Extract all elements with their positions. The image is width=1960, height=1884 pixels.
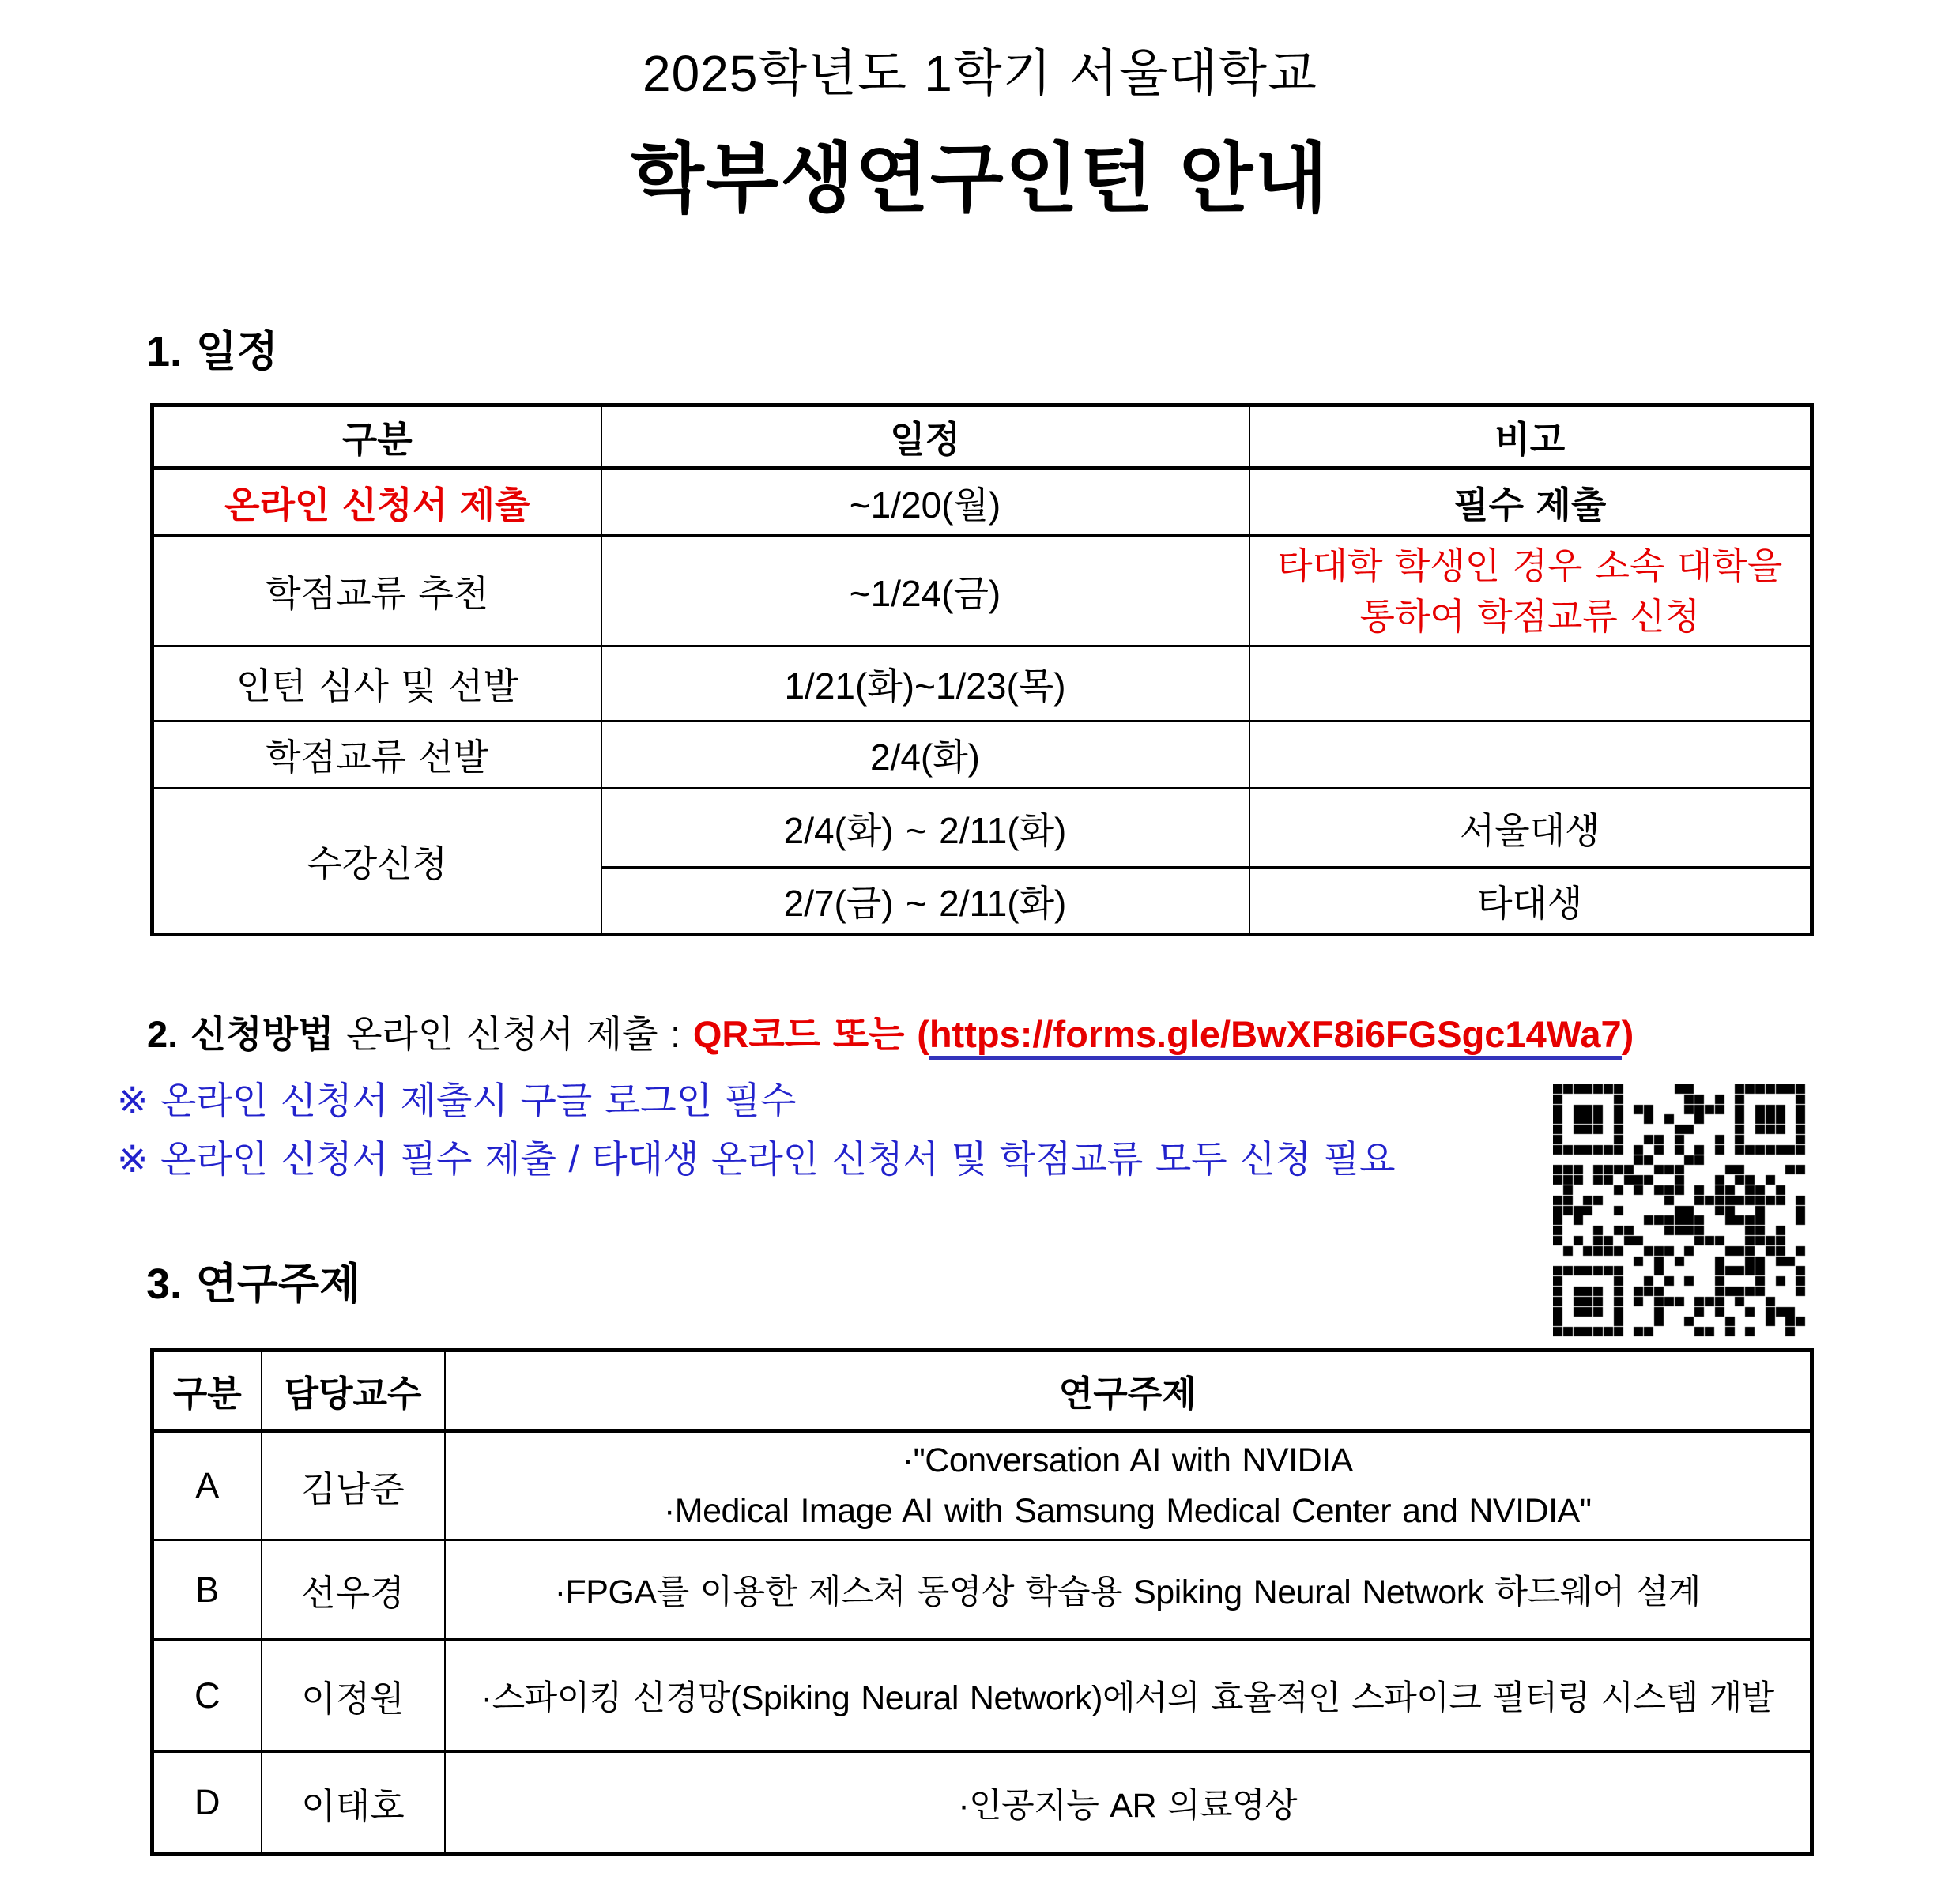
- link-paren-open: (: [917, 1013, 929, 1055]
- topic-line: ·Medical Image AI with Samsung Medical Center and NVIDIA": [663, 1492, 1592, 1530]
- cell-remark-course-registration-other: 타대생: [1250, 868, 1812, 935]
- research-section-heading: 3. 연구주제: [146, 1260, 361, 1308]
- schedule-header-date: 일정: [601, 405, 1250, 469]
- cell-professor-b: 선우경: [262, 1540, 445, 1640]
- apply-heading: 2. 신청방법: [147, 1013, 334, 1055]
- research-header-professor: 담당교수: [262, 1351, 445, 1431]
- cell-topic-b: ·FPGA를 이용한 제스처 동영상 학습용 Spiking Neural Network 하드웨어 설계: [445, 1540, 1812, 1640]
- schedule-table: [150, 403, 1814, 936]
- cell-remark-course-registration-snu: 서울대생: [1250, 789, 1812, 868]
- cell-category-credit-exchange-recommendation: 학점교류 추천: [153, 536, 601, 646]
- cell-group-d: D: [153, 1752, 262, 1855]
- cell-schedule-credit-exchange-recommendation: ~1/24(금): [601, 536, 1250, 646]
- table-row: [153, 1640, 1812, 1752]
- apply-qr-text: QR코드 또는: [692, 1013, 905, 1055]
- cell-remark-credit-exchange-selection: [1250, 722, 1812, 789]
- remark-line: 타대학 학생인 경우 소속 대학을: [1277, 544, 1783, 586]
- cell-schedule-intern-screening: 1/21(화)~1/23(목): [601, 646, 1250, 722]
- apply-text: 온라인 신청서 제출 :: [346, 1013, 681, 1055]
- link-paren-close: ): [1621, 1013, 1634, 1055]
- cell-professor-d: 이태호: [262, 1752, 445, 1855]
- apply-note-required-submission: ※ 온라인 신청서 필수 제출 / 타대생 온라인 신청서 및 학점교류 모두 신청 필요: [117, 1138, 1396, 1180]
- research-table-header-row: [153, 1351, 1812, 1431]
- research-header-group: 구분: [153, 1351, 262, 1431]
- cell-category-course-registration: 수강신청: [153, 789, 601, 935]
- cell-topic-d: ·인공지능 AR 의료영상: [445, 1752, 1812, 1855]
- table-row: [153, 789, 1812, 868]
- table-row: [153, 536, 1812, 646]
- cell-group-a: A: [153, 1431, 262, 1540]
- schedule-header-remark: 비고: [1250, 405, 1812, 469]
- cell-category-online-application: 온라인 신청서 제출: [153, 469, 601, 536]
- research-header-topic: 연구주제: [445, 1351, 1812, 1431]
- cell-schedule-course-registration-snu: 2/4(화) ~ 2/11(화): [601, 789, 1250, 868]
- cell-schedule-credit-exchange-selection: 2/4(화): [601, 722, 1250, 789]
- table-row: [153, 722, 1812, 789]
- cell-remark-online-application: 필수 제출: [1250, 469, 1812, 536]
- apply-note-google-login: ※ 온라인 신청서 제출시 구글 로그인 필수: [117, 1080, 797, 1121]
- cell-group-b: B: [153, 1540, 262, 1640]
- document-title-line1: 2025학년도 1학기 서울대학교: [643, 45, 1317, 102]
- cell-remark-intern-screening: [1250, 646, 1812, 722]
- document-title-line2: 학부생연구인턴 안내: [631, 137, 1329, 221]
- cell-schedule-online-application: ~1/20(월): [601, 469, 1250, 536]
- schedule-section-heading: 1. 일정: [146, 328, 278, 375]
- topic-line: ·"Conversation AI with NVIDIA: [902, 1441, 1353, 1479]
- remark-line: 통하여 학점교류 신청: [1359, 595, 1701, 637]
- schedule-header-category: 구분: [153, 405, 601, 469]
- cell-professor-a: 김남준: [262, 1431, 445, 1540]
- table-row: [153, 1752, 1812, 1855]
- table-row: [153, 1431, 1812, 1540]
- cell-topic-c: ·스파이킹 신경망(Spiking Neural Network)에서의 효율적인 스파이크 필터링 시스템 개발: [445, 1640, 1812, 1752]
- cell-category-credit-exchange-selection: 학점교류 선발: [153, 722, 601, 789]
- cell-topic-a: [445, 1431, 1812, 1540]
- table-row: [153, 646, 1812, 722]
- cell-category-intern-screening: 인턴 심사 및 선발: [153, 646, 601, 722]
- table-row: [153, 469, 1812, 536]
- cell-professor-c: 이정원: [262, 1640, 445, 1752]
- research-table: [150, 1348, 1814, 1856]
- cell-schedule-course-registration-other: 2/7(금) ~ 2/11(화): [601, 868, 1250, 935]
- qr-code: [1553, 1084, 1806, 1337]
- table-row: [153, 1540, 1812, 1640]
- apply-method-line: [147, 1005, 1634, 1058]
- cell-remark-credit-exchange-recommendation: [1250, 536, 1812, 646]
- form-link[interactable]: https://forms.gle/BwXF8i6FGSgc14Wa7: [929, 1013, 1622, 1060]
- cell-group-c: C: [153, 1640, 262, 1752]
- schedule-table-header-row: [153, 405, 1812, 469]
